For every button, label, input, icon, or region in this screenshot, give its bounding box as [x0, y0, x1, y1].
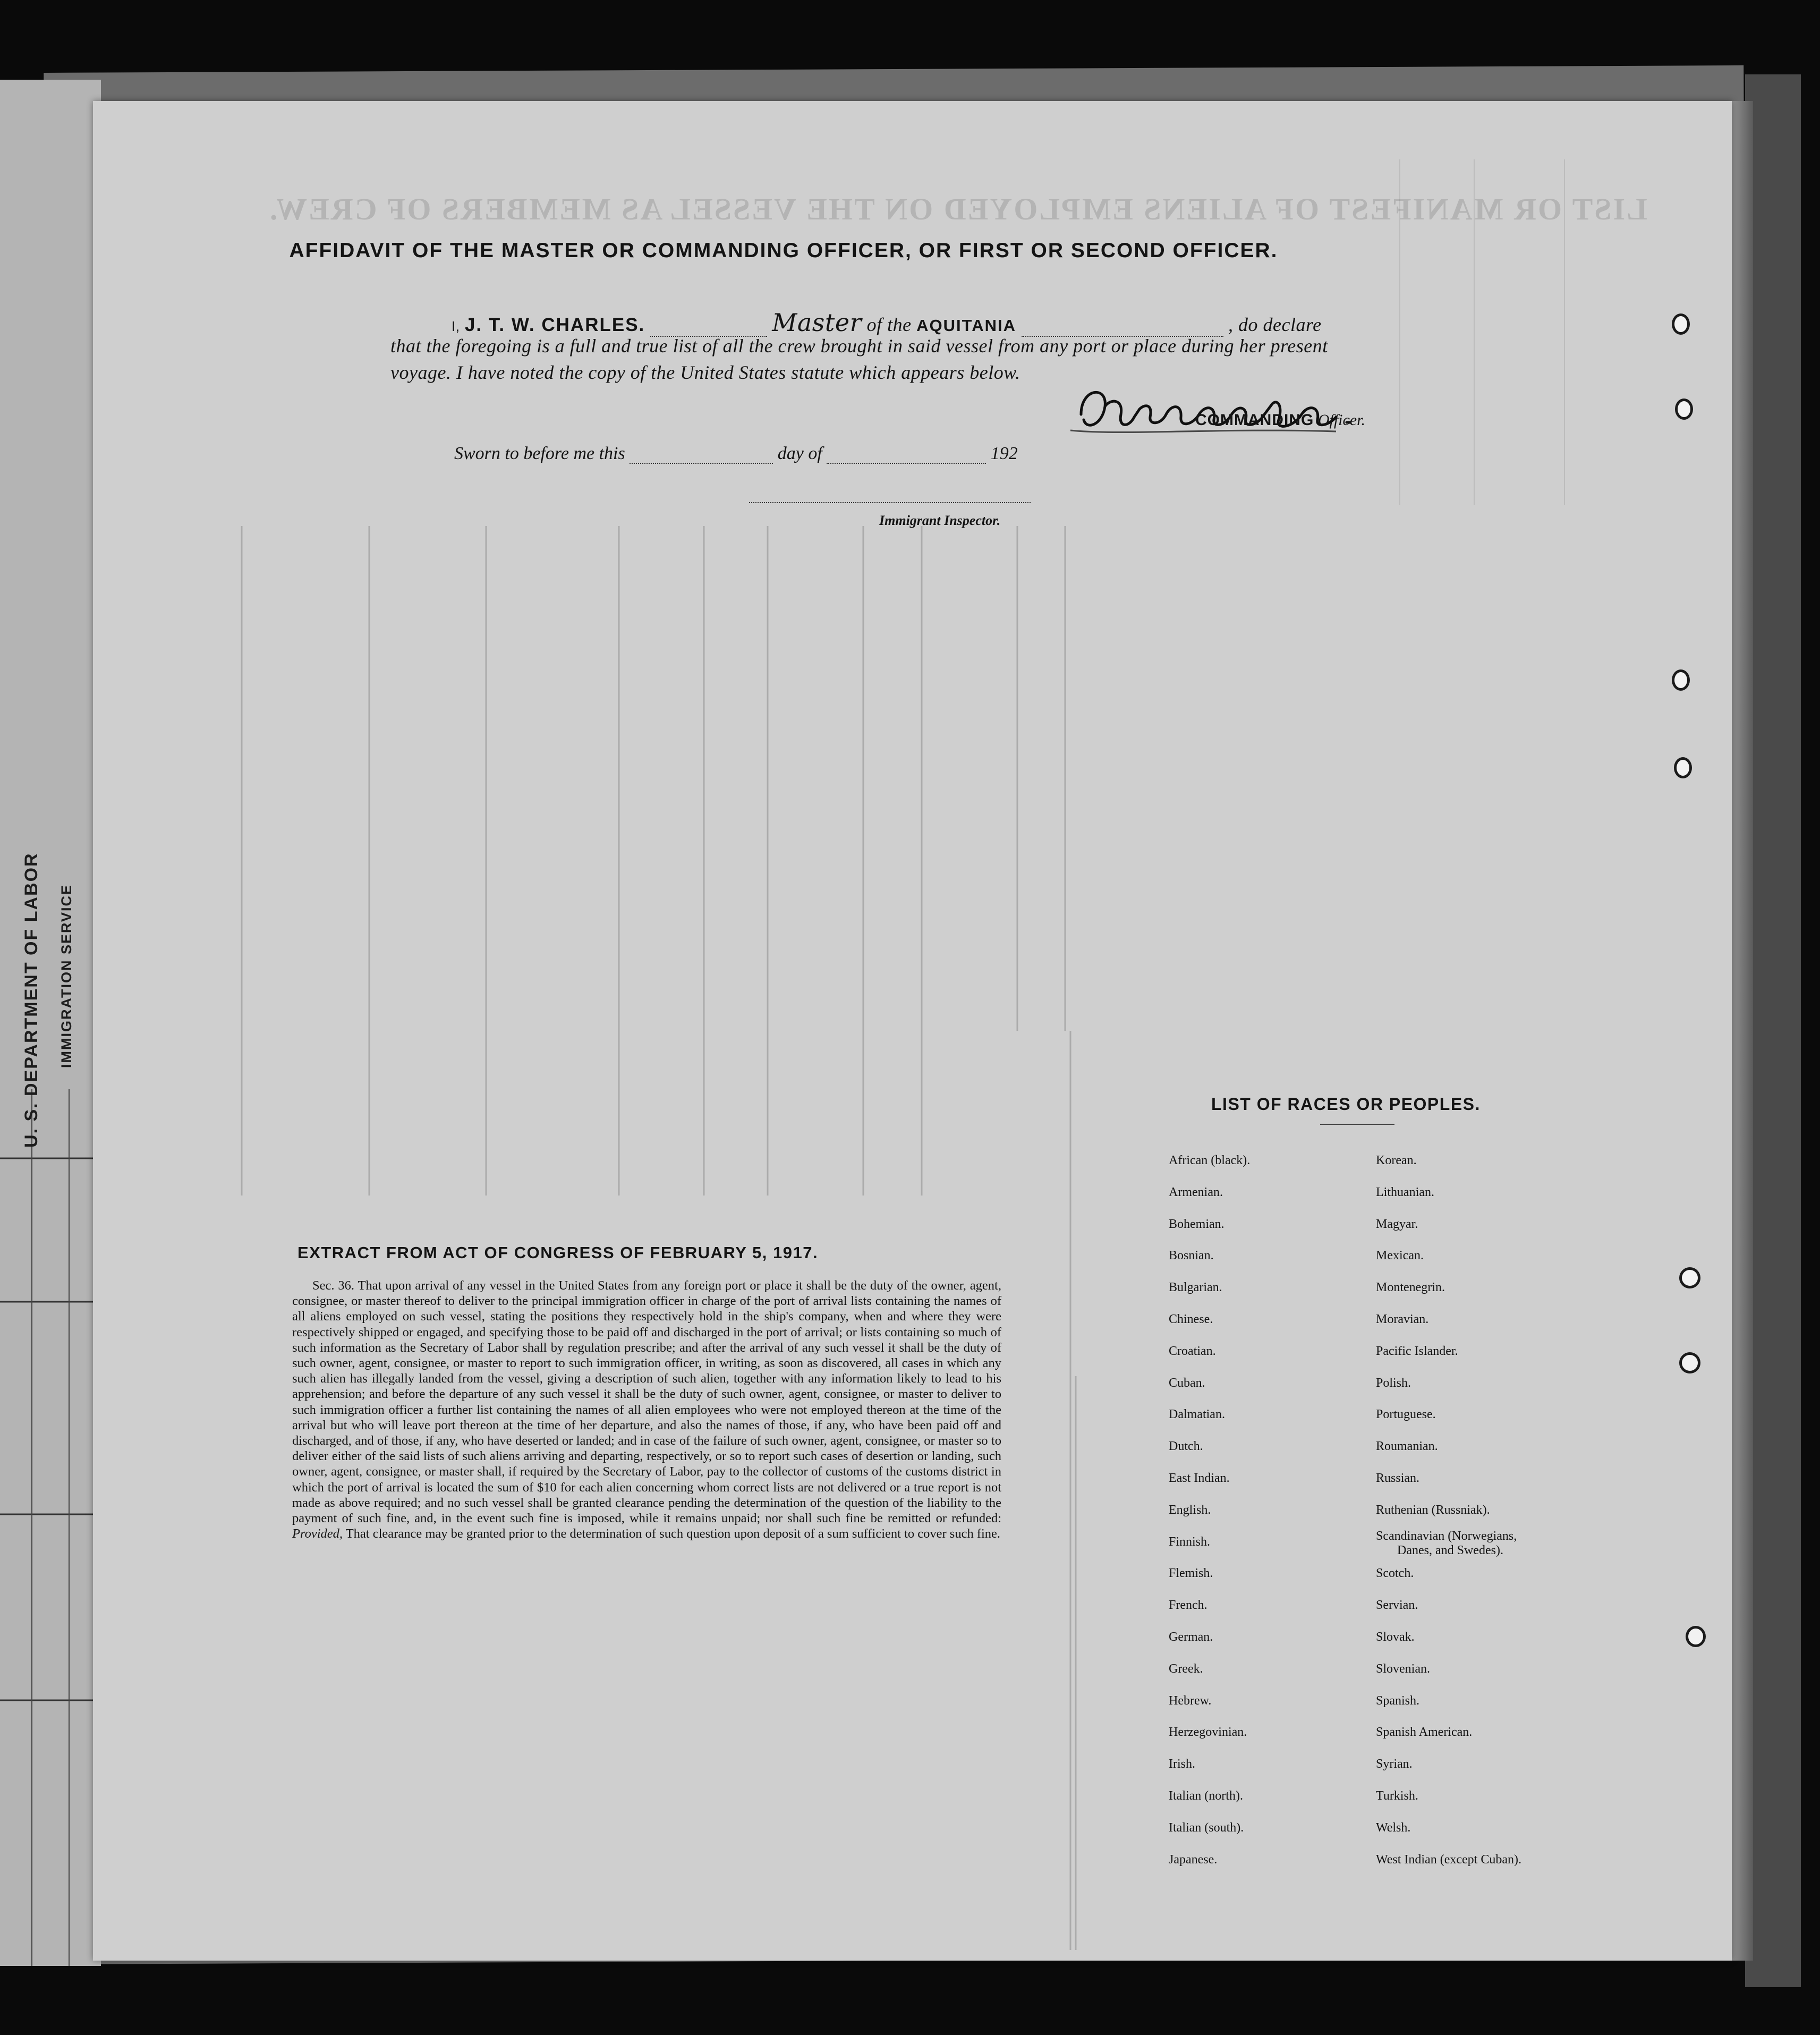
race-item: Russian. [1376, 1471, 1420, 1485]
spine-ruling [0, 80, 101, 1966]
race-item: Ruthenian (Russniak). [1376, 1503, 1490, 1517]
race-item: Roumanian. [1376, 1439, 1438, 1454]
race-item: Chinese. [1169, 1312, 1213, 1326]
affidavit-heading: AFFIDAVIT OF THE MASTER OR COMMANDING OFFICER, OR FIRST OR SECOND OFFICER. [289, 239, 1278, 262]
race-item: Scotch. [1376, 1566, 1414, 1581]
binder-hole [1679, 1267, 1700, 1288]
declaration-line-1 [452, 308, 1620, 337]
section-text-part2: That clearance may be granted prior to the determination of such question upon deposit of a sum sufficient to cover such fine. [345, 1527, 1001, 1541]
race-item: German. [1169, 1630, 1213, 1644]
race-item: Lithuanian. [1376, 1185, 1434, 1199]
declaration-line-2: that the foregoing is a full and true list of all the crew brought in said vessel from any port or place during her present [390, 335, 1328, 357]
spine-service-label: IMMIGRATION SERVICE [58, 884, 74, 1068]
left-spine-strip [0, 80, 101, 1966]
sworn-line [454, 444, 1251, 464]
race-item: Hebrew. [1169, 1693, 1212, 1708]
extract-text [292, 1278, 1001, 1541]
of-the-label: of the [866, 314, 912, 335]
race-item: Syrian. [1376, 1757, 1413, 1771]
binder-hole [1679, 1352, 1700, 1373]
blank-rule [827, 463, 986, 464]
vessel-name: AQUITANIA [916, 316, 1017, 335]
races-title-rule [1320, 1124, 1394, 1125]
do-declare-label: , do declare [1228, 314, 1322, 335]
race-item: Spanish American. [1376, 1725, 1473, 1740]
race-item: Herzegovinian. [1169, 1725, 1247, 1740]
section-text-part1: That upon arrival of any vessel in the United States from any foreign port or place it shall be the duty of the owner, agent, consignee, or master thereof to deliver to the principal immigration officer in charge of the port of arrival lists containing the names of all aliens employed on such vessel, stating the positions they respectively hold in the ship's company, when and where they were respectively shipped or engaged, and specifying those to be paid off and discharged in the port of arrival; or lists containing so much of such information as the Secretary of Labor shall by regulation prescribe; and after the arrival of any such vessel it shall be the duty of such owner, agent, consignee, or master to report to such immigration officer, in writing, as soon as discovered, all cases in which any such alien has illegally landed from the vessel, giving a description of such alien, together with any information likely to lead to his apprehension; and before the departure of any such vessel it shall be the duty of such owner, agent, consignee, or master to deliver to such immigration officer a further list containing the names of all alien employees who were not employed thereon at the time of the arrival but who will leave port thereon at the time of her departure, and also the names of those, if any, who have been paid off and discharged, and of those, if any, who have deserted or landed; and in case of the failure of such owner, agent, consignee, or master so to deliver either of the said lists of such aliens arriving and departing, respectively, or so to report such cases of desertion or landing, such owner, agent, consignee, or master shall, if required by the Secretary of Labor, pay to the collector of customs of the customs district in which the port of arrival is located the sum of $10 for each alien concerning whom correct lists are not delivered or a true report is not made as above required; and no such vessel shall be granted clearance pending the determination of the question of the liability to the payment of such fine, and, in the event such fine is imposed, while it remains unpaid; nor shall such fine be remitted or refunded: [292, 1278, 1001, 1526]
race-item: Bosnian. [1169, 1249, 1214, 1263]
race-item: Servian. [1376, 1598, 1418, 1613]
declarant-name: J. T. W. CHARLES. [464, 315, 645, 335]
right-binding-strip [1745, 74, 1801, 1987]
race-item: Flemish. [1169, 1566, 1213, 1581]
races-right-column [1376, 1153, 1673, 1884]
officer-title-line [1195, 411, 1514, 429]
race-item: Magyar. [1376, 1217, 1418, 1231]
race-item: Armenian. [1169, 1185, 1223, 1199]
race-item: Greek. [1169, 1661, 1203, 1676]
race-item: Dutch. [1169, 1439, 1203, 1454]
race-item: Japanese. [1169, 1852, 1218, 1867]
rank-handwritten: Master [772, 308, 862, 337]
race-item: English. [1169, 1503, 1211, 1517]
race-item: West Indian (except Cuban). [1376, 1852, 1521, 1867]
race-item: Spanish. [1376, 1693, 1420, 1708]
sworn-day-label: day of [777, 444, 822, 463]
race-item: East Indian. [1169, 1471, 1230, 1485]
race-item: Mexican. [1376, 1249, 1424, 1263]
binder-hole [1686, 1626, 1706, 1647]
bleed-through-title: LIST OR MANIFEST OF ALIENS EMPLOYED ON THE VESSEL AS MEMBERS OF CREW. [268, 192, 1647, 226]
race-item: Cuban. [1169, 1376, 1205, 1390]
race-item: Dalmatian. [1169, 1407, 1225, 1422]
races-left-column [1169, 1153, 1344, 1884]
binder-hole [1674, 757, 1692, 778]
sworn-prefix: Sworn to before me this [454, 444, 625, 463]
race-item: Irish. [1169, 1757, 1195, 1771]
race-item: Bulgarian. [1169, 1281, 1222, 1295]
section-label: Sec. 36. [312, 1278, 355, 1293]
race-item: Slovak. [1376, 1630, 1415, 1644]
race-item: Montenegrin. [1376, 1281, 1445, 1295]
declaration-line-3: voyage. I have noted the copy of the United States statute which appears below. [390, 362, 1020, 383]
officer-suffix: Officer. [1317, 411, 1365, 429]
race-item: Italian (north). [1169, 1788, 1243, 1803]
race-item: African (black). [1169, 1154, 1251, 1167]
race-item: Portuguese. [1376, 1407, 1436, 1422]
commanding-word: COMMANDING [1195, 411, 1314, 429]
race-item: Scandinavian (Norwegians, Danes, and Swedes). [1376, 1529, 1517, 1557]
binder-hole [1672, 313, 1690, 335]
blank-rule [630, 463, 773, 464]
race-item: Finnish. [1169, 1534, 1211, 1549]
binder-hole [1675, 398, 1693, 420]
race-item: Italian (south). [1169, 1820, 1244, 1835]
extract-title: EXTRACT FROM ACT OF CONGRESS OF FEBRUARY 5, 1917. [297, 1243, 819, 1262]
race-item: Slovenian. [1376, 1661, 1430, 1676]
race-item: French. [1169, 1598, 1207, 1613]
race-item: Croatian. [1169, 1344, 1216, 1358]
race-item: Welsh. [1376, 1820, 1411, 1835]
race-item: Bohemian. [1169, 1217, 1224, 1231]
inspector-signature-rule [749, 502, 1031, 503]
sworn-year: 192 [990, 444, 1018, 463]
races-title: LIST OF RACES OR PEOPLES. [1211, 1095, 1481, 1114]
immigrant-inspector-label: Immigrant Inspector. [879, 513, 1001, 528]
proviso-word: Provided, [292, 1527, 343, 1541]
pronoun-i: I, [452, 318, 460, 334]
race-item: Turkish. [1376, 1788, 1418, 1803]
race-item: Moravian. [1376, 1312, 1429, 1326]
race-item: Pacific Islander. [1376, 1344, 1458, 1358]
race-item: Korean. [1376, 1154, 1417, 1167]
manifest-page [93, 101, 1732, 1961]
race-item: Polish. [1376, 1376, 1411, 1390]
binder-hole [1672, 669, 1690, 691]
spine-department-label: U. S. DEPARTMENT OF LABOR [21, 852, 41, 1148]
page-edge-shadow [1729, 101, 1753, 1961]
